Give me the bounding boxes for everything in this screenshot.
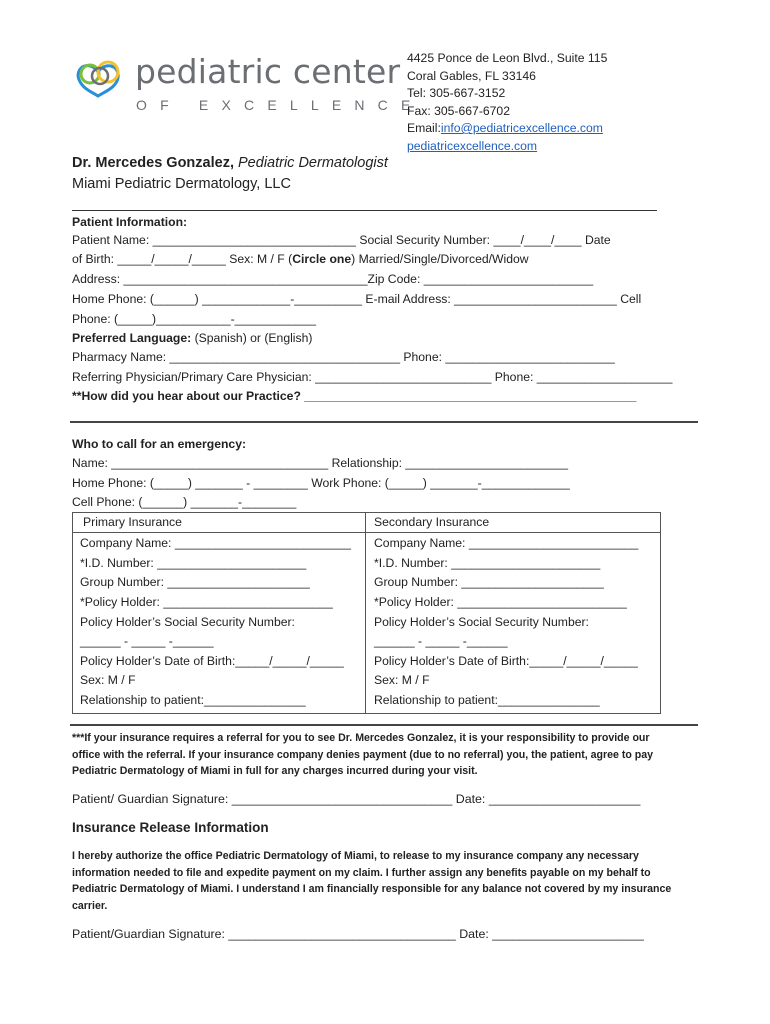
pediatric-center-logo-icon bbox=[70, 50, 134, 98]
home-phone-line[interactable]: Home Phone: (______) _____________-__________ E-mail Address: ________________________ Cell bbox=[72, 292, 642, 306]
logo-name: pediatric center bbox=[135, 52, 401, 91]
clinic-name: Miami Pediatric Dermatology, LLC bbox=[72, 176, 291, 192]
address-line-2: Coral Gables, FL 33146 bbox=[407, 68, 536, 83]
header-divider bbox=[72, 210, 657, 211]
release-line-2: information needed to file and expedite payment on my claim. I further assign any benefits payable on my behalf to bbox=[72, 866, 651, 879]
fax: Fax: 305-667-6702 bbox=[407, 103, 510, 118]
referral-note bbox=[72, 730, 653, 780]
logo-subtitle: OF EXCELLENCE bbox=[136, 97, 424, 113]
secondary-company-name[interactable]: Company Name: _________________________ bbox=[374, 536, 639, 550]
insurance-table-divider bbox=[365, 512, 366, 714]
primary-company-name[interactable]: Company Name: __________________________ bbox=[80, 536, 352, 550]
release-line-3: Pediatric Dermatology of Miami. I understand I am financially responsible for any balance not covered by my insurance bbox=[72, 883, 672, 895]
secondary-ssn-label: Policy Holder’s Social Security Number: bbox=[374, 615, 589, 629]
website-link[interactable]: pediatricexcellence.com bbox=[407, 138, 538, 153]
release-text bbox=[72, 848, 671, 914]
secondary-relationship[interactable]: Relationship to patient:_______________ bbox=[374, 693, 600, 707]
email-link[interactable]: info@pediatricexcellence.com bbox=[440, 121, 603, 135]
secondary-ssn-field[interactable]: ______ - _____ -______ bbox=[374, 634, 508, 648]
primary-ssn-label: Policy Holder’s Social Security Number: bbox=[80, 615, 295, 629]
doctor-heading bbox=[72, 155, 388, 171]
patient-info-heading: Patient Information: bbox=[72, 215, 188, 229]
emergency-cell-line[interactable]: Cell Phone: (______) _______-________ bbox=[72, 495, 297, 509]
secondary-id-number[interactable]: *I.D. Number: ______________________ bbox=[374, 556, 601, 570]
email-label: Email: bbox=[407, 121, 441, 135]
email-line bbox=[407, 120, 607, 138]
release-line-4: carrier. bbox=[72, 899, 108, 912]
emergency-heading: Who to call for an emergency: bbox=[72, 437, 247, 451]
telephone: Tel: 305-667-3152 bbox=[407, 86, 506, 100]
preferred-language-line[interactable]: Preferred Language: (Spanish) or (English) bbox=[72, 331, 313, 345]
signature-line-1[interactable]: Patient/ Guardian Signature: ________________________________ Date: ______________________ bbox=[72, 792, 641, 806]
secondary-holder-dob[interactable]: Policy Holder’s Date of Birth:_____/_____/_____ bbox=[374, 654, 638, 668]
primary-holder-dob[interactable]: Policy Holder’s Date of Birth:_____/_____/_____ bbox=[80, 654, 344, 668]
address-line-1: 4425 Ponce de Leon Blvd., Suite 115 bbox=[407, 51, 608, 65]
pharmacy-line[interactable]: Pharmacy Name: __________________________________ Phone: _________________________ bbox=[72, 350, 615, 364]
referral-note-line-2: office with the referral. If your insurance company denies payment (due to no referral) you, the patient, agree to pay bbox=[72, 748, 654, 761]
secondary-policy-holder[interactable]: *Policy Holder: _________________________ bbox=[374, 595, 627, 609]
primary-policy-holder[interactable]: *Policy Holder: _________________________ bbox=[80, 595, 333, 609]
primary-insurance-header: Primary Insurance bbox=[83, 515, 182, 529]
insurance-table-header-rule bbox=[72, 532, 661, 533]
secondary-insurance-header: Secondary Insurance bbox=[374, 515, 490, 529]
referral-note-line-3: Pediatric Dermatology of Miami in full for any charges incurred during your visit. bbox=[72, 765, 478, 777]
doctor-name: Dr. Mercedes Gonzalez, bbox=[72, 155, 234, 171]
website-line bbox=[407, 138, 607, 156]
cell-phone-line[interactable]: Phone: (_____)___________-____________ bbox=[72, 312, 316, 326]
secondary-sex[interactable]: Sex: M / F bbox=[374, 673, 430, 687]
primary-relationship[interactable]: Relationship to patient:_______________ bbox=[80, 693, 306, 707]
dob-sex-line[interactable]: of Birth: _____/_____/_____ Sex: M / F (Circle one) Married/Single/Divorced/Widow bbox=[72, 252, 529, 266]
section-divider-1 bbox=[70, 421, 698, 423]
signature-line-2[interactable]: Patient/Guardian Signature: _________________________________ Date: ______________________ bbox=[72, 927, 644, 941]
primary-ssn-field[interactable]: ______ - _____ -______ bbox=[80, 634, 214, 648]
section-divider-2 bbox=[70, 724, 698, 726]
insurance-release-heading: Insurance Release Information bbox=[72, 820, 269, 835]
doctor-title: Pediatric Dermatologist bbox=[238, 155, 388, 171]
how-did-you-hear-line[interactable]: **How did you hear about our Practice? _________________________________________________ bbox=[72, 389, 637, 403]
address-line[interactable]: Address: ____________________________________Zip Code: _________________________ bbox=[72, 272, 594, 286]
release-line-1: I hereby authorize the office Pediatric Dermatology of Miami, to release to my insurance company any necessary bbox=[72, 850, 639, 862]
contact-block bbox=[407, 50, 607, 155]
referral-note-line-1: ***If your insurance requires a referral for you to see Dr. Mercedes Gonzalez, it is your responsibility to provide our bbox=[72, 732, 650, 744]
primary-sex[interactable]: Sex: M / F bbox=[80, 673, 136, 687]
referring-physician-line[interactable]: Referring Physician/Primary Care Physician: __________________________ Phone: ____________________ bbox=[72, 370, 673, 384]
emergency-phones-line[interactable]: Home Phone: (_____) _______ - ________ Work Phone: (_____) _______-_____________ bbox=[72, 476, 570, 490]
secondary-group-number[interactable]: Group Number: _____________________ bbox=[374, 575, 604, 589]
emergency-name-line[interactable]: Name: ________________________________ Relationship: ________________________ bbox=[72, 456, 569, 470]
patient-name-line[interactable]: Patient Name: ______________________________ Social Security Number: ____/____/____ Date bbox=[72, 233, 611, 247]
primary-group-number[interactable]: Group Number: _____________________ bbox=[80, 575, 310, 589]
primary-id-number[interactable]: *I.D. Number: ______________________ bbox=[80, 556, 307, 570]
